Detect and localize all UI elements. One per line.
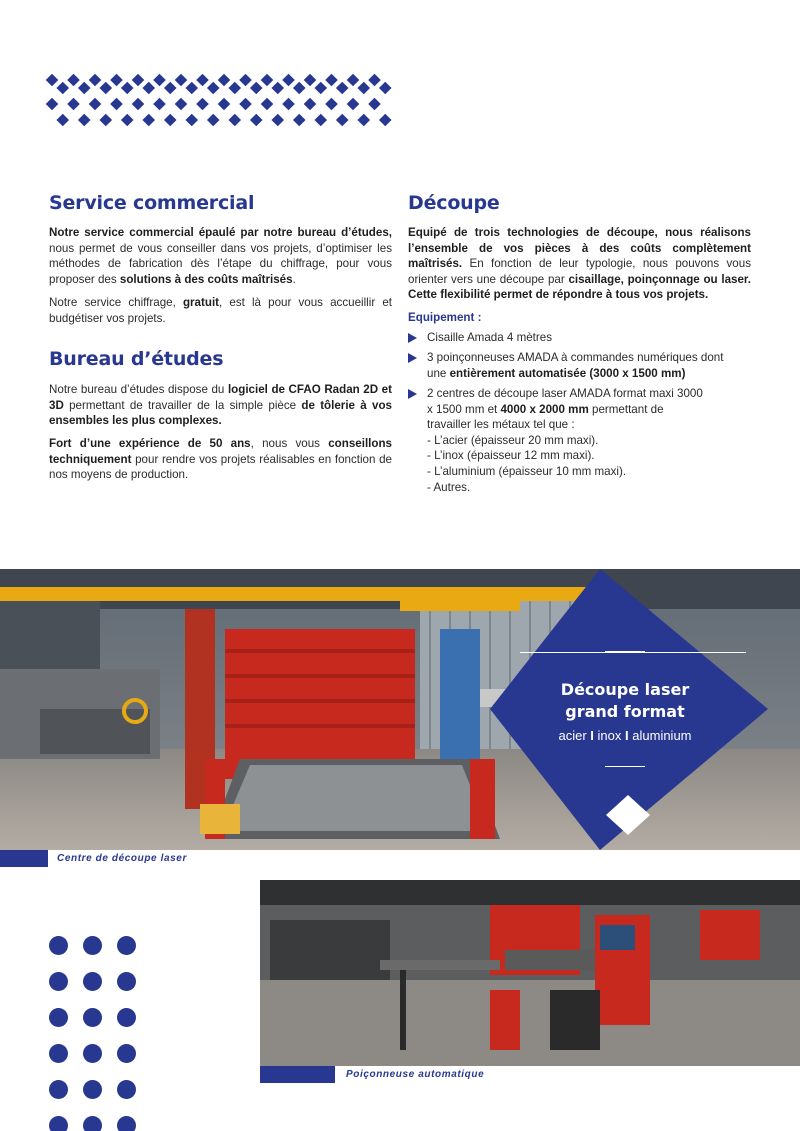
diamond-shape xyxy=(132,74,145,87)
diamond-shape xyxy=(282,74,295,87)
list-item xyxy=(408,350,728,381)
bold-text-run: Fort d’une expérience de 50 ans xyxy=(49,437,251,450)
diamond-shape xyxy=(282,98,295,111)
diamond-shape xyxy=(121,114,134,127)
diamond-shape xyxy=(110,74,123,87)
dot-shape xyxy=(83,972,102,991)
dot-shape xyxy=(117,1116,136,1131)
bold-text-run: 4000 x 2000 mm xyxy=(500,402,589,416)
banner-separator: I xyxy=(625,728,629,743)
dot-shape xyxy=(49,1008,68,1027)
diamond-shape xyxy=(228,114,241,127)
diamond-shape xyxy=(336,114,349,127)
banner-separator: I xyxy=(590,728,594,743)
dot-shape xyxy=(83,1044,102,1063)
sub-list-item: - L’aluminium (épaisseur 10 mm maxi). xyxy=(427,464,627,478)
dot-shape xyxy=(83,936,102,955)
punch-caption: Poiçonneuse automatique xyxy=(346,1069,485,1080)
diamond-shape xyxy=(239,98,252,111)
diamond-shape xyxy=(185,114,198,127)
decoupe-paragraph xyxy=(408,225,751,303)
dot-shape xyxy=(117,1008,136,1027)
diamond-shape xyxy=(239,74,252,87)
dot-shape xyxy=(117,936,136,955)
diamond-shape xyxy=(271,82,284,95)
diamond-shape xyxy=(99,114,112,127)
dot-shape xyxy=(49,1080,68,1099)
diamond-shape xyxy=(347,74,360,87)
sub-list-item: - Autres. xyxy=(427,480,471,494)
text-run: permettant de travailler de la simple pièce xyxy=(63,398,302,412)
text-run: Cisaille Amada 4 mètres xyxy=(427,331,553,344)
banner-tag: acier xyxy=(558,728,587,743)
diamond-shape xyxy=(325,98,338,111)
banner-divider-bottom xyxy=(605,766,645,767)
diamond-shape xyxy=(67,74,80,87)
diamond-shape xyxy=(46,98,59,111)
diamond-shape xyxy=(78,114,91,127)
dot-shape xyxy=(49,1044,68,1063)
diamond-shape xyxy=(250,114,263,127)
diamond-shape xyxy=(142,82,155,95)
bold-text-run: cisaillage, poinçonnage ou laser. xyxy=(568,272,751,286)
dot-shape xyxy=(83,1116,102,1131)
diamond-shape xyxy=(89,98,102,111)
list-item-text xyxy=(427,350,728,381)
service-paragraph-1 xyxy=(49,225,392,287)
bold-text-run: conseillons techniquement xyxy=(49,437,393,466)
diamond-shape xyxy=(207,114,220,127)
bold-text-run: Notre service commercial épaulé par notre bureau d’études, xyxy=(49,226,392,239)
laser-caption: Centre de découpe laser xyxy=(57,853,187,864)
banner-tags xyxy=(530,728,720,743)
text-run: nous permet de vous conseiller dans vos projets, d’optimiser les méthodes de fabrication dès l’étape du chiffrage, pour vous proposer des xyxy=(49,241,392,286)
list-item xyxy=(408,330,552,346)
text-run: , est là pour vous accueillir et budgétiser vos projets. xyxy=(49,296,392,325)
banner-line-top xyxy=(520,652,746,653)
text-run: pour rendre vos projets réalisables en fonction de nos moyens de production. xyxy=(49,452,392,482)
arrow-bullet-icon xyxy=(408,389,417,399)
diamond-shape xyxy=(368,98,381,111)
punch-machine-illustration xyxy=(260,880,800,1066)
diamond-pattern-decoration xyxy=(44,72,396,138)
diamond-shape xyxy=(368,74,381,87)
diamond-shape xyxy=(164,82,177,95)
diamond-shape xyxy=(347,98,360,111)
diamond-shape xyxy=(336,82,349,95)
text-run: 3 poinçonneuses AMADA à commandes numériques dont une xyxy=(427,351,724,380)
caption-bar xyxy=(0,850,48,867)
diamond-shape xyxy=(325,74,338,87)
sub-list-item: - L’inox (épaisseur 12 mm maxi). xyxy=(427,449,595,463)
diamond-shape xyxy=(293,114,306,127)
arrow-bullet-icon xyxy=(408,353,417,363)
equipement-title: Equipement : xyxy=(408,311,482,324)
equipement-list xyxy=(408,330,748,510)
bold-text-run: Equipé de trois technologies de découpe, nous réalisons l’ensemble de vos pièces à des coûts complètement maîtrisés. xyxy=(408,226,751,271)
decoupe-title: Découpe xyxy=(408,192,500,214)
diamond-shape xyxy=(56,82,69,95)
service-paragraph-2 xyxy=(49,295,392,326)
diamond-shape xyxy=(196,74,209,87)
banner-tag: inox xyxy=(597,728,622,743)
bold-text-run: solutions à des coûts maîtrisés xyxy=(119,272,293,286)
diamond-shape xyxy=(185,82,198,95)
diamond-shape xyxy=(304,74,317,87)
service-title: Service commercial xyxy=(49,192,255,214)
dot-shape xyxy=(83,1080,102,1099)
list-item-text xyxy=(427,386,708,433)
diamond-shape xyxy=(271,114,284,127)
dot-shape xyxy=(49,1116,68,1131)
diamond-shape xyxy=(132,98,145,111)
bold-text-run: entièrement automatisée (3000 x 1500 mm) xyxy=(449,366,686,380)
dots-decoration xyxy=(49,936,149,1131)
bureau-paragraph-2 xyxy=(49,436,392,483)
banner-title xyxy=(540,679,710,723)
diamond-shape xyxy=(250,82,263,95)
text-run: , nous vous xyxy=(250,437,329,450)
diamond-shape xyxy=(153,98,166,111)
bureau-paragraph-1 xyxy=(49,382,392,429)
diamond-shape xyxy=(67,98,80,111)
banner-title-line-1: Découpe laser xyxy=(560,680,690,699)
diamond-shape xyxy=(110,98,123,111)
diamond-shape xyxy=(142,114,155,127)
diamond-shape xyxy=(357,114,370,127)
diamond-shape xyxy=(164,114,177,127)
diamond-shape xyxy=(89,74,102,87)
bold-text-run: de tôlerie à vos ensembles les plus complexes. xyxy=(49,398,392,428)
dot-shape xyxy=(49,936,68,955)
diamond-shape xyxy=(218,74,231,87)
text-run: En fonction de leur typologie, nous pouvons vous orienter vers une découpe par xyxy=(408,257,751,286)
bold-text-run: logiciel de CFAO Radan 2D et 3D xyxy=(49,383,392,412)
diamond-shape xyxy=(261,98,274,111)
bureau-title: Bureau d’études xyxy=(49,348,224,370)
diamond-shape xyxy=(99,82,112,95)
diamond-shape xyxy=(379,82,392,95)
diamond-shape xyxy=(196,98,209,111)
text-run: Notre bureau d’études dispose du xyxy=(49,383,228,396)
diamond-shape xyxy=(175,74,188,87)
banner-title-line-2: grand format xyxy=(565,702,685,721)
arrow-bullet-icon xyxy=(408,333,417,343)
diamond-shape xyxy=(218,98,231,111)
dot-shape xyxy=(49,972,68,991)
diamond-shape xyxy=(175,98,188,111)
diamond-shape xyxy=(293,82,306,95)
sub-list-item: - L’acier (épaisseur 20 mm maxi). xyxy=(427,433,599,447)
diamond-shape xyxy=(207,82,220,95)
list-item xyxy=(408,386,708,495)
text-run: 2 centres de découpe laser AMADA format maxi 3000 x 1500 mm et xyxy=(427,387,703,416)
diamond-shape xyxy=(357,82,370,95)
dot-shape xyxy=(117,1044,136,1063)
dot-shape xyxy=(117,972,136,991)
list-item-text xyxy=(427,330,552,346)
diamond-shape xyxy=(153,74,166,87)
sub-list xyxy=(427,433,708,495)
text-run: . xyxy=(292,272,296,286)
banner-divider-top xyxy=(605,651,645,652)
diamond-shape xyxy=(304,98,317,111)
diamond-shape xyxy=(261,74,274,87)
bold-text-run: gratuit xyxy=(182,296,220,309)
diamond-shape xyxy=(56,114,69,127)
diamond-shape xyxy=(46,74,59,87)
text-run: Notre service chiffrage, xyxy=(49,296,183,309)
diamond-shape xyxy=(314,82,327,95)
caption-bar xyxy=(260,1066,335,1083)
diamond-shape xyxy=(78,82,91,95)
bold-text-run: Cette flexibilité permet de répondre à tous vos projets. xyxy=(408,288,709,302)
diamond-shape xyxy=(121,82,134,95)
dot-shape xyxy=(83,1008,102,1027)
text-run: permettant de travailler les métaux tel que : xyxy=(427,402,664,432)
punch-machine-photo xyxy=(260,880,800,1066)
banner-tag: aluminium xyxy=(632,728,692,743)
diamond-shape xyxy=(228,82,241,95)
dot-shape xyxy=(117,1080,136,1099)
diamond-shape xyxy=(379,114,392,127)
diamond-shape xyxy=(314,114,327,127)
